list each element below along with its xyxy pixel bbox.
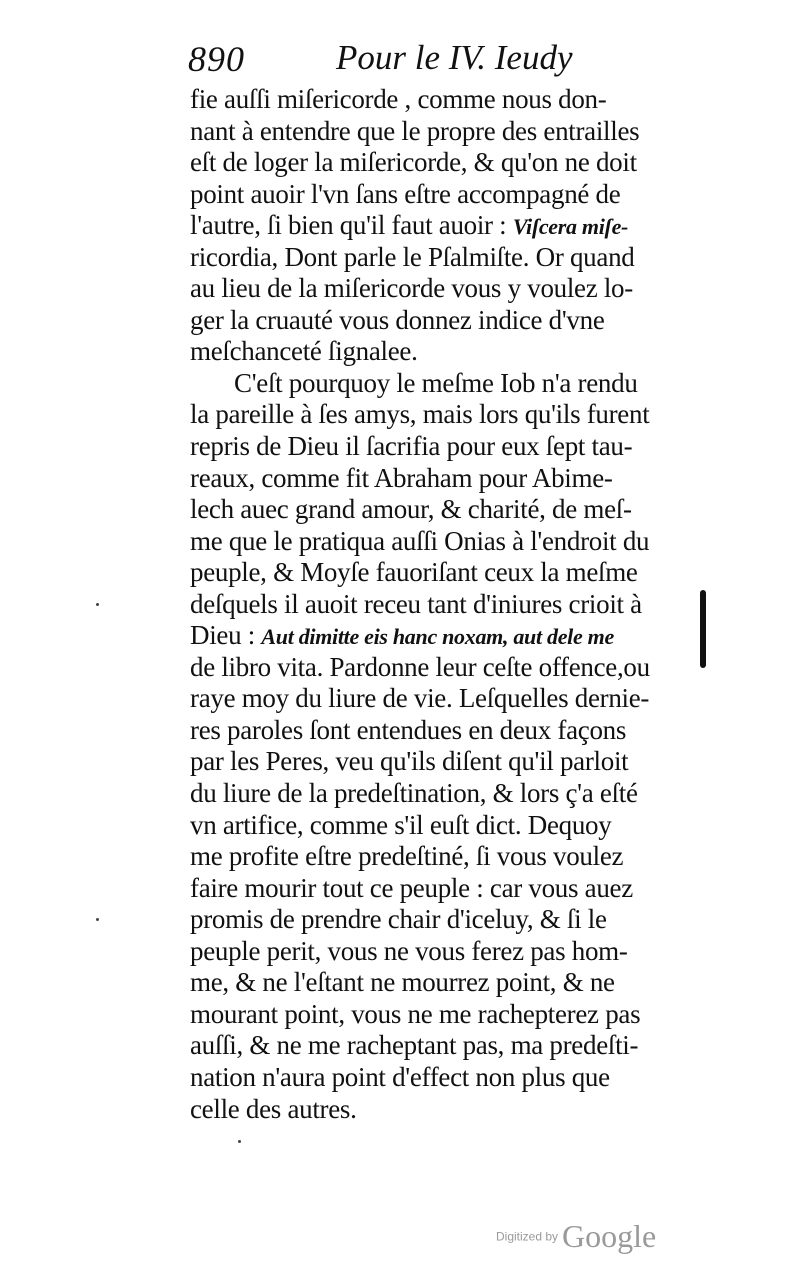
google-logo: Google xyxy=(562,1218,657,1254)
text-line: raye moy du liure de vie. Leſquelles dernie- xyxy=(190,683,650,714)
text-line: res paroles ſont entendues en deux façons xyxy=(190,714,627,745)
text-line: mourant point, vous ne me rachepterez pas xyxy=(190,998,641,1029)
text-line: vn artifice, comme s'il euſt dict. Dequoy xyxy=(190,809,612,840)
text-line: point auoir l'vn ſans eſtre accompagné de xyxy=(190,178,621,209)
margin-dot xyxy=(96,603,99,606)
text-line-with-quote xyxy=(190,620,710,652)
paragraph-start-line: C'eſt pourquoy le meſme Iob n'a rendu xyxy=(234,367,638,398)
digitized-watermark xyxy=(496,1218,656,1255)
text-line: ger la cruauté vous donnez indice d'vne xyxy=(190,304,605,335)
text-line: nant à entendre que le propre des entrailles xyxy=(190,115,640,146)
page-header xyxy=(188,36,648,86)
text-line: peuple perit, vous ne vous ferez pas hom- xyxy=(190,935,628,966)
text-line: me profite eſtre predeſtiné, ſi vous voulez xyxy=(190,841,624,872)
margin-dot xyxy=(238,1140,241,1143)
text-line: promis de prendre chair d'iceluy, & ſi le xyxy=(190,904,607,935)
text-line: auſſi, & ne me racheptant pas, ma predeſti- xyxy=(190,1030,639,1061)
text-line: meſchanceté ſignalee. xyxy=(190,336,418,367)
text-line: me que le pratiqua auſſi Onias à l'endroit du xyxy=(190,525,650,556)
latin-quote: Aut dimitte eis hanc noxam, aut dele me xyxy=(261,624,614,650)
text-line: celle des autres. xyxy=(190,1093,357,1124)
text-line: me, & ne l'eſtant ne mourrez point, & ne xyxy=(190,967,615,998)
text-segment: Dieu : xyxy=(190,620,262,651)
body-text xyxy=(190,84,710,1125)
text-segment: l'autre, ſi bien qu'il faut auoir : xyxy=(190,210,513,241)
text-line: deſquels il auoit receu tant d'iniures crioit à xyxy=(190,588,642,619)
text-line: lech auec grand amour, & charité, de meſ- xyxy=(190,494,632,525)
text-line: de libro vita. Pardonne leur ceſte offence,ou xyxy=(190,651,650,682)
digitized-label: Digitized by xyxy=(496,1229,559,1244)
page-number: 890 xyxy=(188,39,245,79)
text-line: par les Peres, veu qu'ils diſent qu'il parloit xyxy=(190,746,629,777)
text-line: eſt de loger la miſericorde, & qu'on ne doit xyxy=(190,147,637,178)
running-head: Pour le IV. Ieudy xyxy=(336,38,573,77)
text-line: du liure de la predeſtination, & lors ç'a eſté xyxy=(190,778,638,809)
text-line: reaux, comme fit Abraham pour Abime- xyxy=(190,462,613,493)
text-line: repris de Dieu il ſacrifia pour eux ſept tau- xyxy=(190,431,633,462)
margin-bracket xyxy=(700,590,706,668)
text-line: faire mourir tout ce peuple : car vous auez xyxy=(190,872,633,903)
text-line: fie auſſi miſericorde , comme nous don- xyxy=(190,84,607,114)
text-line-with-quote xyxy=(190,210,710,242)
margin-dot xyxy=(96,918,99,921)
text-line: la pareille à ſes amys, mais lors qu'ils furent xyxy=(190,399,650,430)
text-line: peuple, & Moyſe fauoriſant ceux la meſme xyxy=(190,557,638,588)
latin-quote: Viſcera miſe- xyxy=(512,214,629,240)
text-line: ricordia, Dont parle le Pſalmiſte. Or quand xyxy=(190,241,635,272)
text-line: au lieu de la miſericorde vous y voulez lo- xyxy=(190,273,633,304)
text-line: nation n'aura point d'effect non plus que xyxy=(190,1061,610,1092)
